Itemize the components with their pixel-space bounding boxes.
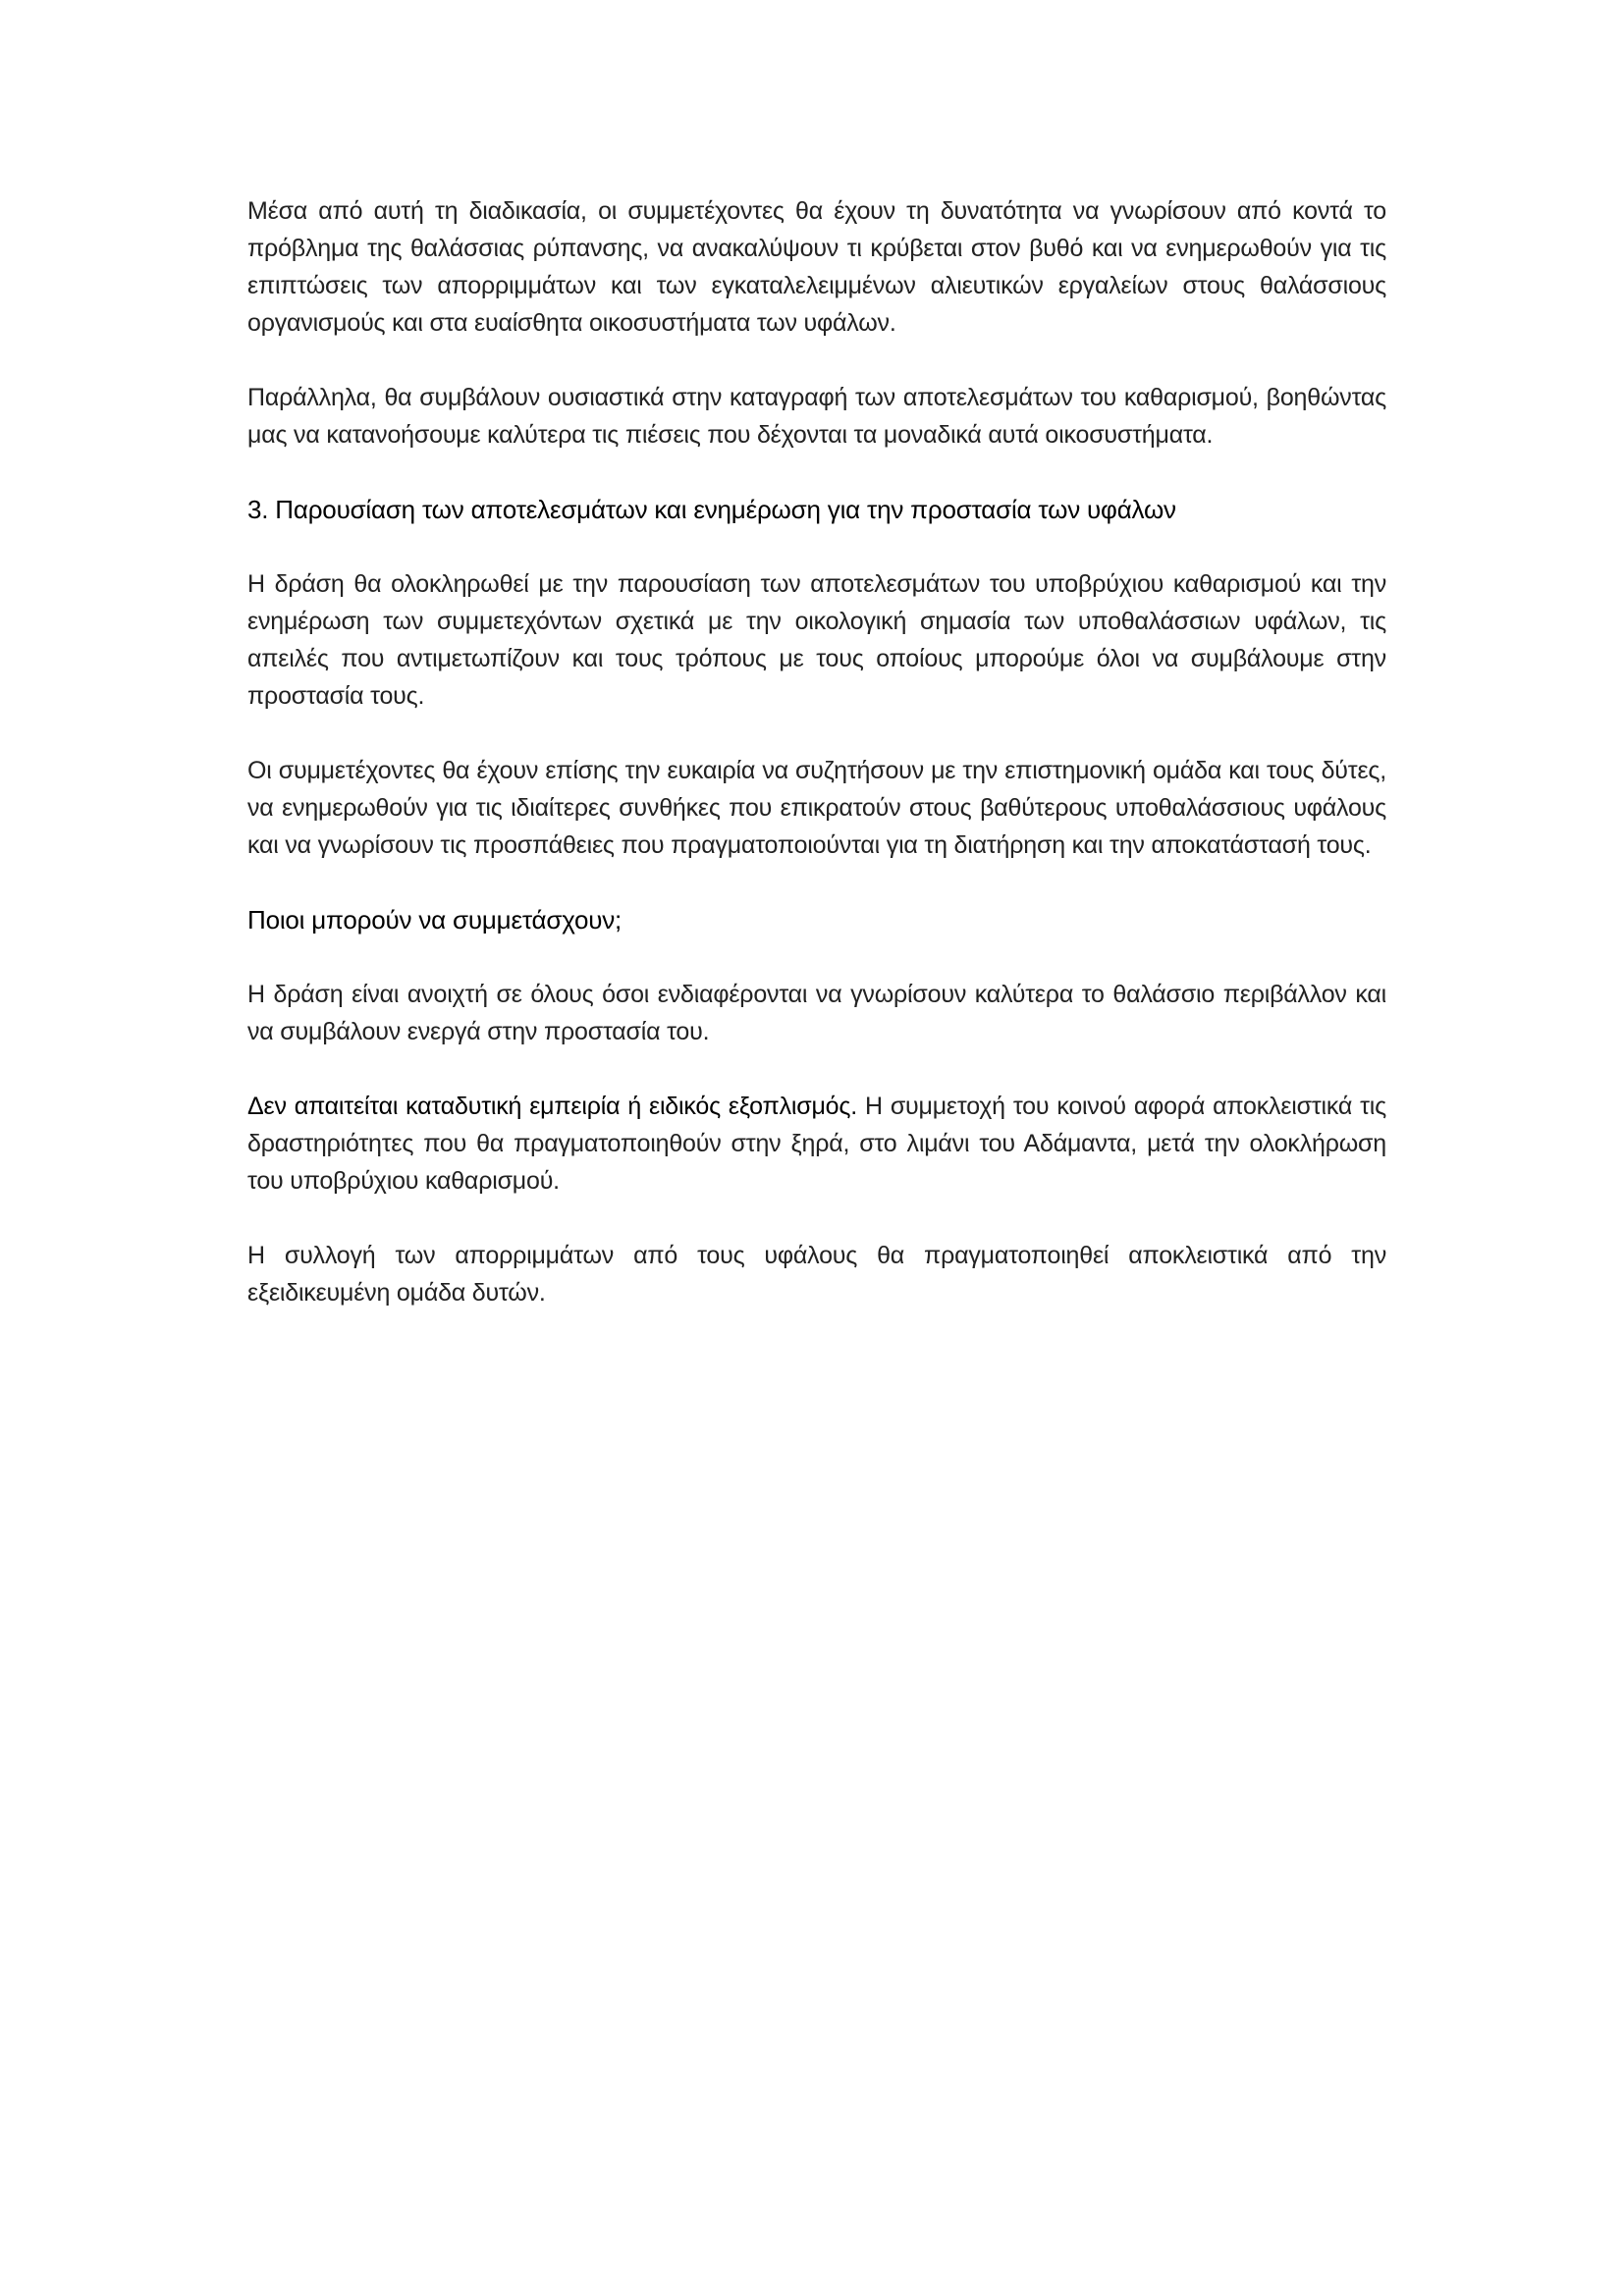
section-heading-results: 3. Παρουσίαση των αποτελεσμάτων και ενημέρωση για την προστασία των υφάλων xyxy=(247,495,1176,524)
paragraph-requirements xyxy=(247,1088,1386,1200)
paragraph-recording: Παράλληλα, θα συμβάλουν ουσιαστικά στην καταγραφή των αποτελεσμάτων του καθαρισμού, βοηθώντας μας να κατανοήσουμε καλύτερα τις πιέσεις που δέχονται τα μοναδικά αυτά οικοσυστήματα. xyxy=(247,384,1386,449)
paragraph-presentation: Η δράση θα ολοκληρωθεί με την παρουσίαση των αποτελεσμάτων του υποβρύχιου καθαρισμού και την ενημέρωση των συμμετεχόντων σχετικά με την οικολογική σημασία των υποθαλάσσιων υφάλων, τις απειλές που αντιμετωπίζουν και τους τρόπους με τους οποίους μπορούμε όλοι να συμβάλουμε στην προστασία τους. xyxy=(247,570,1386,710)
paragraph-open-to-all: Η δράση είναι ανοιχτή σε όλους όσοι ενδιαφέρονται να γνωρίσουν καλύτερα το θαλάσσιο περιβάλλον και να συμβάλουν ενεργά στην προστασία του. xyxy=(247,981,1386,1045)
requirements-details: Η συμμετοχή του κοινού αφορά αποκλειστικά τις δραστηριότητες που θα πραγματοποιηθούν στην ξηρά, στο λιμάνι του Αδάμαντα, μετά την ολοκλήρωση του υποβρύχιου καθαρισμού. xyxy=(247,1093,1386,1195)
requirements-emphasis: Δεν απαιτείται καταδυτική εμπειρία ή ειδικός εξοπλισμός. xyxy=(247,1093,857,1120)
document-body xyxy=(247,192,1386,1349)
paragraph-process: Μέσα από αυτή τη διαδικασία, οι συμμετέχοντες θα έχουν τη δυνατότητα να γνωρίσουν από κοντά το πρόβλημα της θαλάσσιας ρύπανσης, να ανακαλύψουν τι κρύβεται στον βυθό και να ενημερωθούν για τις επιπτώσεις των απορριμμάτων και των εγκαταλελειμμένων αλιευτικών εργαλείων στους θαλάσσιους οργανισμούς και στα ευαίσθητα οικοσυστήματα των υφάλων. xyxy=(247,197,1386,337)
paragraph-discussion: Οι συμμετέχοντες θα έχουν επίσης την ευκαιρία να συζητήσουν με την επιστημονική ομάδα και τους δύτες, να ενημερωθούν για τις ιδιαίτερες συνθήκες που επικρατούν στους βαθύτερους υποθαλάσσιους υφάλους και να γνωρίσουν τις προσπάθειες που πραγματοποιούνται για τη διατήρηση και την αποκατάστασή τους. xyxy=(247,757,1386,859)
paragraph-collection: Η συλλογή των απορριμμάτων από τους υφάλους θα πραγματοποιηθεί αποκλειστικά από την εξειδικευμένη ομάδα δυτών. xyxy=(247,1242,1386,1307)
section-heading-participants: Ποιοι μπορούν να συμμετάσχουν; xyxy=(247,905,623,934)
